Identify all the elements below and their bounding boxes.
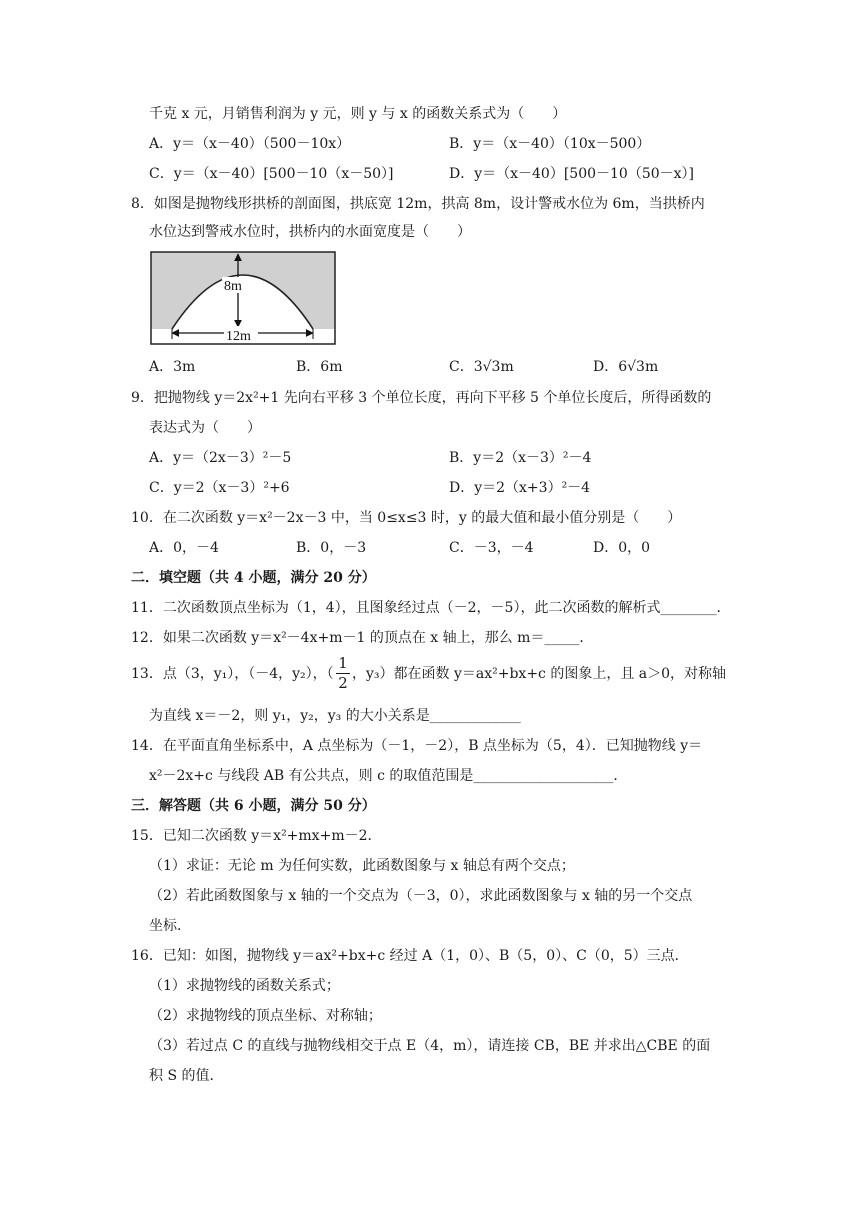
q13-fraction bbox=[336, 654, 350, 693]
q15-part1: （1）求证：无论 m 为任何实数，此函数图象与 x 轴总有两个交点； bbox=[149, 858, 575, 874]
q7-option-a: A．y＝（x－40）（500－10x） bbox=[149, 136, 351, 152]
q16-part3-line1: （3）若过点 C 的直线与抛物线相交于点 E（4，m），请连接 CB，BE 并求出△CBE 的面 bbox=[149, 1038, 711, 1054]
q16-part1: （1）求抛物线的函数关系式； bbox=[149, 978, 340, 994]
section3-heading: 三．解答题（共 6 小题，满分 50 分） bbox=[131, 798, 376, 814]
fraction-denominator: 2 bbox=[338, 674, 348, 692]
q9-option-b: B．y＝2（x－3）²－4 bbox=[449, 450, 592, 466]
arch-bridge-figure bbox=[150, 251, 336, 345]
q9-option-a: A．y＝（2x－3）²－5 bbox=[149, 450, 292, 466]
q16-stem: 16．已知：如图，抛物线 y＝ax²+bx+c 经过 A（1，0）、B（5，0）、C（0，5）三点． bbox=[131, 948, 689, 964]
q10-option-a: A．0，－4 bbox=[149, 540, 219, 556]
fraction-numerator: 1 bbox=[336, 654, 350, 674]
q10-option-d: D．0，0 bbox=[593, 540, 651, 556]
q9-stem-line1: 9．把抛物线 y＝2x²+1 先向右平移 3 个单位长度，再向下平移 5 个单位长度后，所得函数的 bbox=[131, 390, 712, 406]
q10-option-b: B．0，－3 bbox=[296, 540, 367, 556]
q8-option-b: B．6m bbox=[296, 359, 343, 375]
q10-stem: 10．在二次函数 y＝x²－2x－3 中，当 0≤x≤3 时，y 的最大值和最小值分别是（ ） bbox=[131, 510, 682, 526]
q8-option-c: C．3√3m bbox=[449, 359, 514, 375]
q8-stem-line2: 水位达到警戒水位时，拱桥内的水面宽度是（ ） bbox=[149, 224, 471, 240]
q11-stem: 11．二次函数顶点坐标为（1，4），且图象经过点（－2，－5），此二次函数的解析式________． bbox=[131, 600, 731, 616]
q7-option-b: B．y＝（x－40）（10x－500） bbox=[449, 136, 651, 152]
q15-part2-line2: 坐标． bbox=[149, 918, 191, 934]
q9-option-d: D．y＝2（x+3）²－4 bbox=[449, 480, 591, 496]
q16-part3-line2: 积 S 的值． bbox=[149, 1068, 224, 1084]
q7-option-c: C．y＝（x－40）[500－10（x－50）] bbox=[149, 166, 394, 182]
q13-stem-line2: 为直线 x＝－2，则 y₁，y₂，y₃ 的大小关系是_____________ bbox=[149, 708, 521, 724]
q8-stem-line1: 8．如图是抛物线形拱桥的剖面图，拱底宽 12m，拱高 8m，设计警戒水位为 6m，当拱桥内 bbox=[131, 196, 705, 212]
q7-stem-tail: 千克 x 元，月销售利润为 y 元，则 y 与 x 的函数关系式为（ ） bbox=[149, 106, 567, 122]
q8-option-a: A．3m bbox=[149, 359, 196, 375]
q9-option-c: C．y＝2（x－3）²+6 bbox=[149, 480, 290, 496]
q15-stem: 15．已知二次函数 y＝x²+mx+m－2． bbox=[131, 828, 382, 844]
q7-option-d: D．y＝（x－40）[500－10（50－x）] bbox=[449, 166, 695, 182]
q10-option-c: C．－3，－4 bbox=[449, 540, 534, 556]
q8-option-d: D．6√3m bbox=[593, 359, 659, 375]
q13-stem-part1: 13．点（3，y₁），（－4，y₂），（ bbox=[131, 666, 334, 682]
q14-stem-line2: x²－2x+c 与线段 AB 有公共点，则 c 的取值范围是____________________． bbox=[149, 768, 628, 784]
q13-stem-part2: ，y₃）都在函数 y＝ax²+bx+c 的图象上，且 a＞0，对称轴 bbox=[352, 666, 727, 682]
q9-stem-line2: 表达式为（ ） bbox=[149, 420, 261, 436]
q12-stem: 12．如果二次函数 y＝x²－4x+m－1 的顶点在 x 轴上，那么 m＝_____． bbox=[131, 630, 594, 646]
q14-stem-line1: 14．在平面直角坐标系中，A 点坐标为（－1，－2），B 点坐标为（5，4）．已知抛物线 y＝ bbox=[131, 738, 703, 754]
height-label: 8m bbox=[224, 279, 242, 294]
section2-heading: 二．填空题（共 4 小题，满分 20 分） bbox=[131, 570, 376, 586]
q16-part2: （2）求抛物线的顶点坐标、对称轴； bbox=[149, 1008, 382, 1024]
width-label: 12m bbox=[226, 329, 251, 344]
q15-part2-line1: （2）若此函数图象与 x 轴的一个交点为（－3，0），求此函数图象与 x 轴的另一个交点 bbox=[149, 888, 693, 904]
